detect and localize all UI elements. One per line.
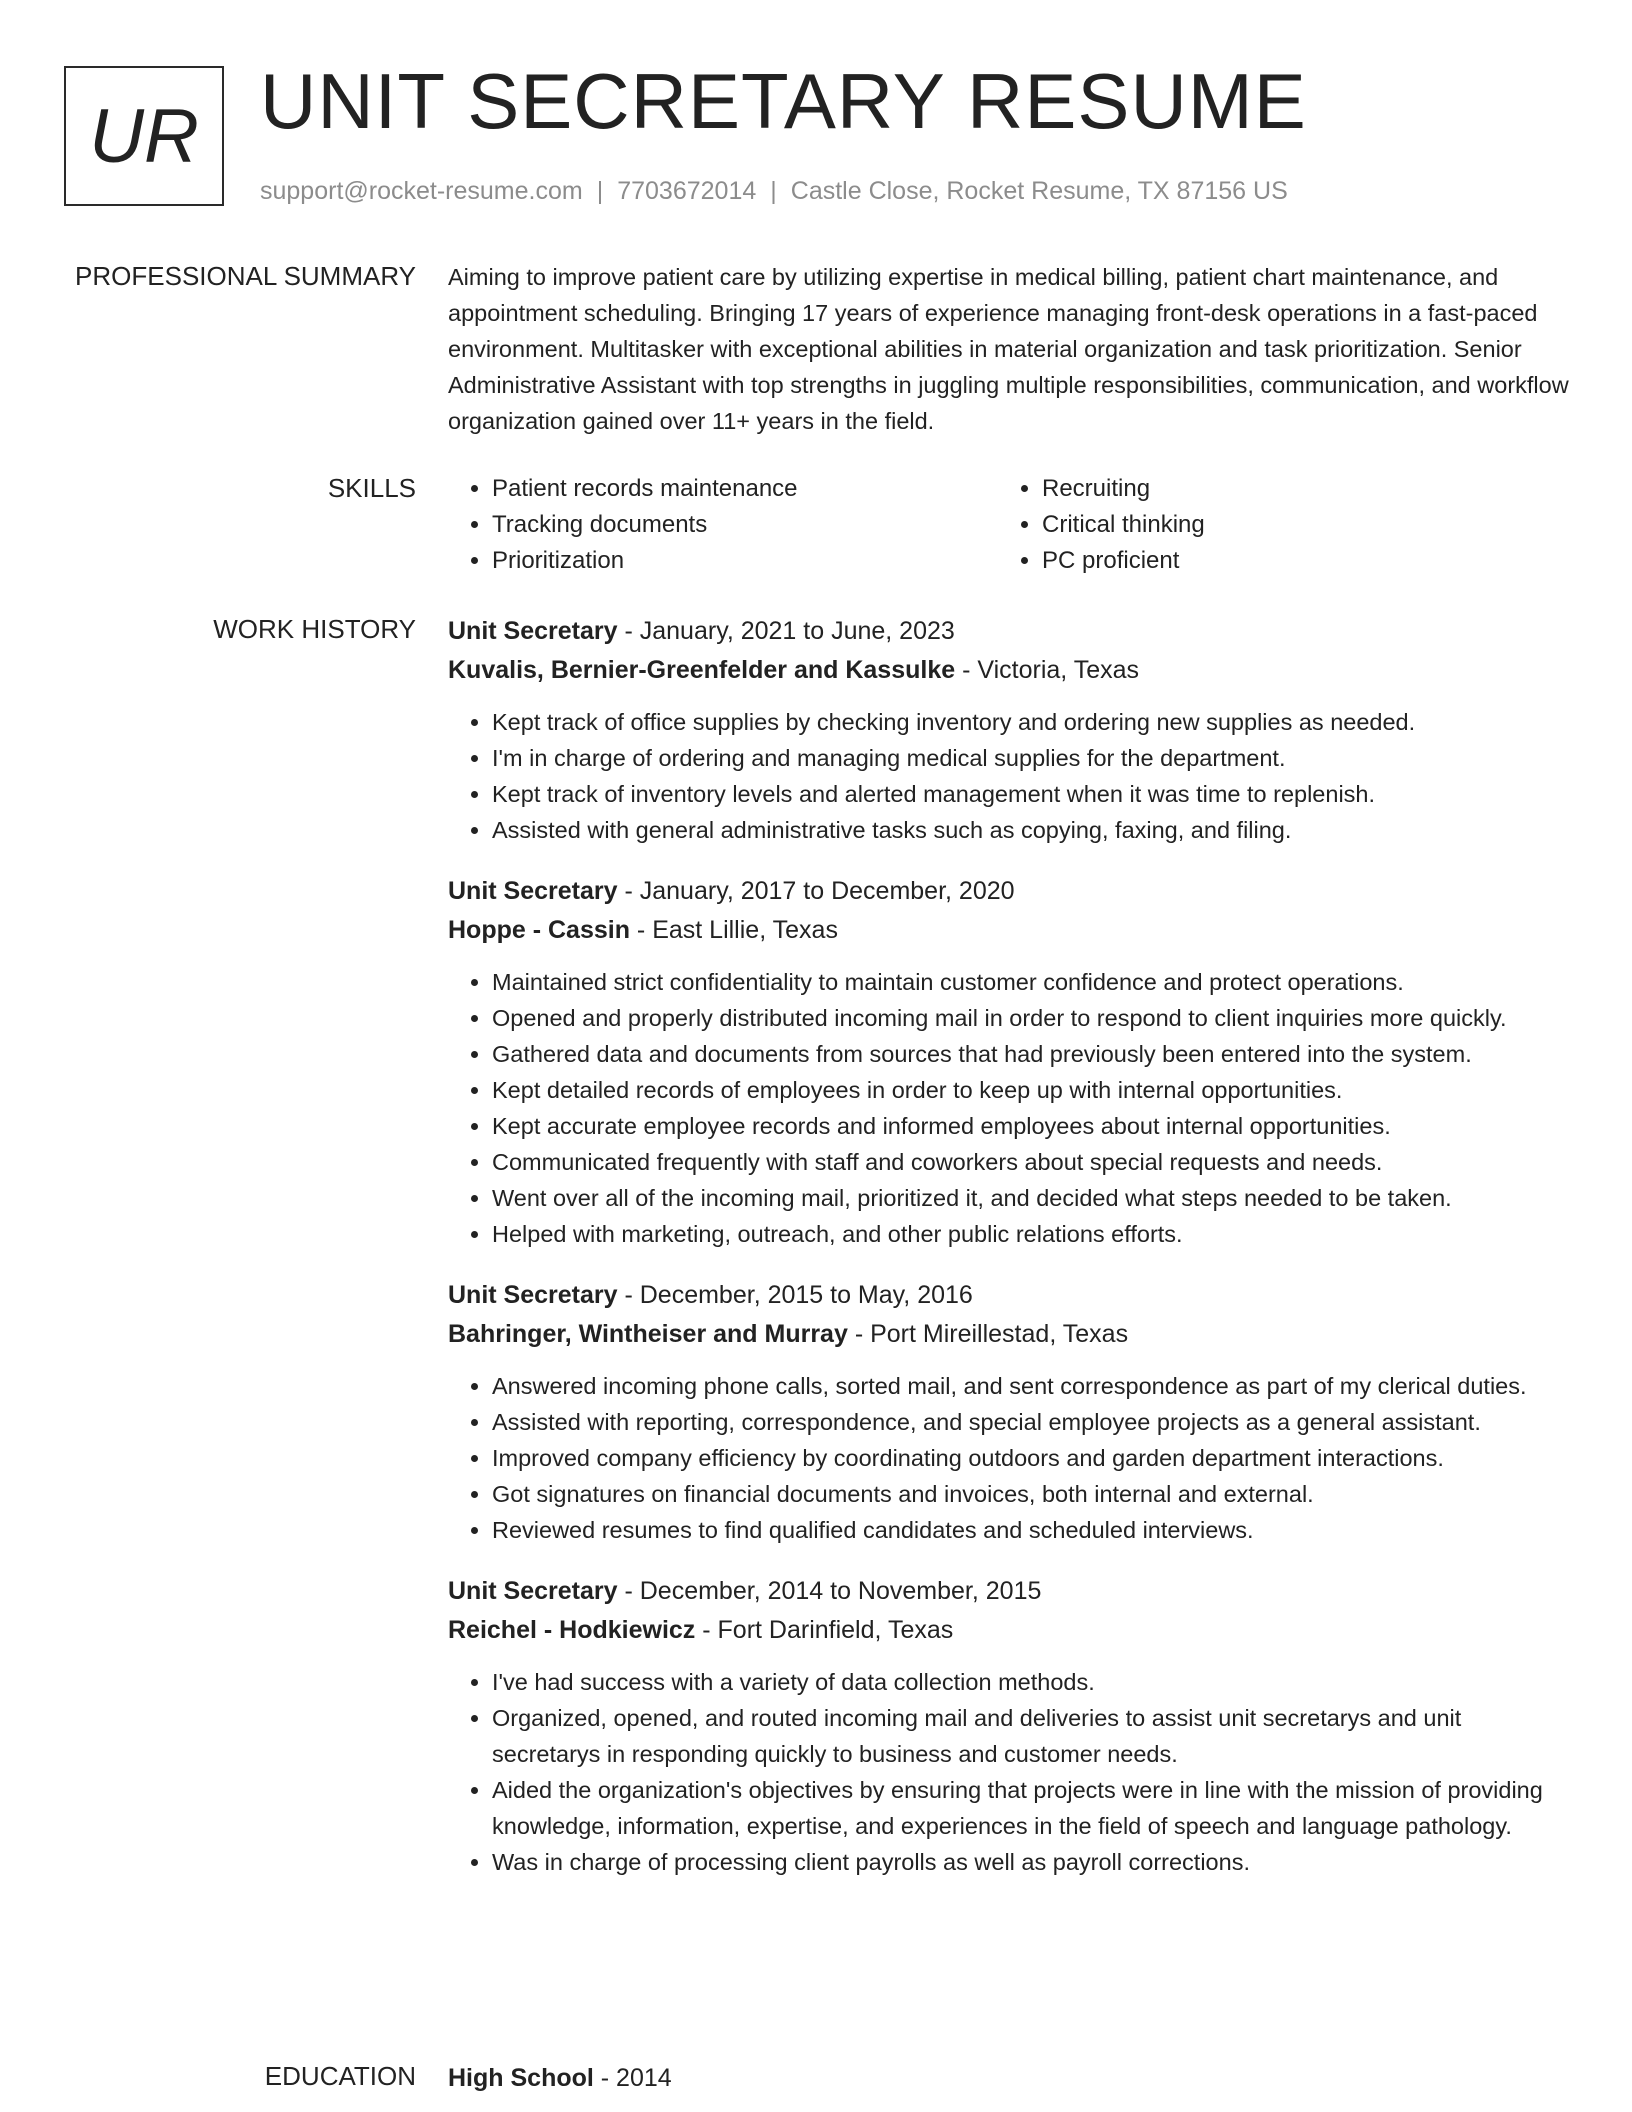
work-history-heading: WORK HISTORY	[213, 614, 416, 644]
job-title: Unit Secretary	[448, 1577, 618, 1605]
job-location: - East Lillie, Texas	[629, 916, 838, 944]
monogram-badge: UR	[64, 66, 224, 206]
job-duty: • Assisted with general administrative tasks such as copying, faxing, and filing.	[492, 812, 1570, 848]
job-company-line	[448, 1611, 1570, 1650]
job-dates: - December, 2014 to November, 2015	[617, 1577, 1042, 1605]
job-location: - Victoria, Texas	[955, 656, 1140, 684]
education-degree: High School	[448, 2064, 594, 2092]
skill-item: • Recruiting	[1042, 471, 1548, 507]
job-duty: • Maintained strict confidentiality to maintain customer confidence and protect operations.	[492, 964, 1570, 1000]
skill-item: • Tracking documents	[492, 507, 998, 543]
contact-address: Castle Close, Rocket Resume, TX 87156 US	[790, 177, 1288, 205]
skills-heading: SKILLS	[327, 473, 416, 503]
job-company-line	[448, 1315, 1570, 1354]
job-title-line	[448, 1572, 1570, 1611]
skill-item: • Patient records maintenance	[492, 471, 998, 507]
job-duty: • I've had success with a variety of data collection methods.	[492, 1664, 1570, 1700]
job-duty: • Gathered data and documents from sources that had previously been entered into the system.	[492, 1036, 1570, 1072]
skills-list-left	[448, 471, 998, 579]
job-location: - Fort Darinfield, Texas	[695, 1616, 954, 1644]
job-duty: • Reviewed resumes to find qualified candidates and scheduled interviews.	[492, 1512, 1570, 1548]
summary-heading: PROFESSIONAL SUMMARY	[75, 261, 416, 291]
skills-list-right	[998, 471, 1548, 579]
skill-item: • Prioritization	[492, 543, 998, 579]
contact-email: support@rocket-resume.com	[260, 177, 583, 205]
job-company: Bahringer, Wintheiser and Murray	[448, 1320, 848, 1348]
job-duty: • Assisted with reporting, correspondence, and special employee projects as a general assistant.	[492, 1404, 1570, 1440]
job-title: Unit Secretary	[448, 877, 618, 905]
job-duties	[448, 1368, 1570, 1548]
job-dates: - December, 2015 to May, 2016	[617, 1281, 973, 1309]
skill-item: • Critical thinking	[1042, 507, 1548, 543]
job-duties	[448, 1664, 1570, 1880]
summary-text: Aiming to improve patient care by utilizing expertise in medical billing, patient chart maintenance, and appointment scheduling. Bringing 17 years of experience managing front-desk operations in a fast-paced environment. Multitasker with exceptional abilities in material organization and task prioritization. Senior Administrative Assistant with top strengths in juggling multiple responsibilities, communication, and workflow organization gained over 11+ years in the field.	[448, 264, 1569, 434]
contact-separator: |	[770, 177, 777, 205]
education-line	[448, 2059, 1570, 2098]
job-company: Hoppe - Cassin	[448, 916, 630, 944]
job-duty: • Kept detailed records of employees in order to keep up with internal opportunities.	[492, 1072, 1570, 1108]
job-company: Kuvalis, Bernier-Greenfelder and Kassulke	[448, 656, 956, 684]
job-duty: • Helped with marketing, outreach, and other public relations efforts.	[492, 1216, 1570, 1252]
job-duty: • Kept track of inventory levels and alerted management when it was time to replenish.	[492, 776, 1570, 812]
job-duty: • Communicated frequently with staff and coworkers about special requests and needs.	[492, 1144, 1570, 1180]
contact-line	[260, 174, 1288, 208]
job-duty: • Answered incoming phone calls, sorted mail, and sent correspondence as part of my clerical duties.	[492, 1368, 1570, 1404]
job-location: - Port Mireillestad, Texas	[847, 1320, 1129, 1348]
job-duty: • Opened and properly distributed incoming mail in order to respond to client inquiries more quickly.	[492, 1000, 1570, 1036]
contact-phone: 7703672014	[617, 177, 757, 205]
job-title-line	[448, 872, 1570, 911]
job-duty: • Improved company efficiency by coordinating outdoors and garden department interactions.	[492, 1440, 1570, 1476]
job-entry	[448, 1572, 1570, 1880]
job-duty: • Was in charge of processing client payrolls as well as payroll corrections.	[492, 1844, 1570, 1880]
job-duty: • Aided the organization's objectives by ensuring that projects were in line with the mission of providing knowledge, information, expertise, and experiences in the field of speech and language pathology.	[492, 1772, 1570, 1844]
job-title: Unit Secretary	[448, 1281, 618, 1309]
job-duty: • Kept track of office supplies by checking inventory and ordering new supplies as needed.	[492, 704, 1570, 740]
education-heading: EDUCATION	[264, 2061, 416, 2091]
job-company: Reichel - Hodkiewicz	[448, 1616, 696, 1644]
job-duty: • Got signatures on financial documents and invoices, both internal and external.	[492, 1476, 1570, 1512]
job-duties	[448, 964, 1570, 1252]
resume-title: UNIT SECRETARY RESUME	[260, 57, 1307, 145]
job-dates: - January, 2021 to June, 2023	[617, 617, 955, 645]
job-duty: • Kept accurate employee records and informed employees about internal opportunities.	[492, 1108, 1570, 1144]
skill-item: • PC proficient	[1042, 543, 1548, 579]
job-duty: • I'm in charge of ordering and managing medical supplies for the department.	[492, 740, 1570, 776]
job-title-line	[448, 1276, 1570, 1315]
education-year: - 2014	[593, 2064, 672, 2092]
job-entry	[448, 612, 1570, 848]
job-entry	[448, 1276, 1570, 1548]
job-company-line	[448, 651, 1570, 690]
contact-separator: |	[596, 177, 604, 205]
job-dates: - January, 2017 to December, 2020	[617, 877, 1015, 905]
job-title: Unit Secretary	[448, 617, 618, 645]
job-duties	[448, 704, 1570, 848]
job-duty: • Organized, opened, and routed incoming mail and deliveries to assist unit secretarys and unit secretarys in responding quickly to business and customer needs.	[492, 1700, 1570, 1772]
job-duty: • Went over all of the incoming mail, prioritized it, and decided what steps needed to be taken.	[492, 1180, 1570, 1216]
job-entry	[448, 872, 1570, 1252]
job-title-line	[448, 612, 1570, 651]
job-company-line	[448, 911, 1570, 950]
